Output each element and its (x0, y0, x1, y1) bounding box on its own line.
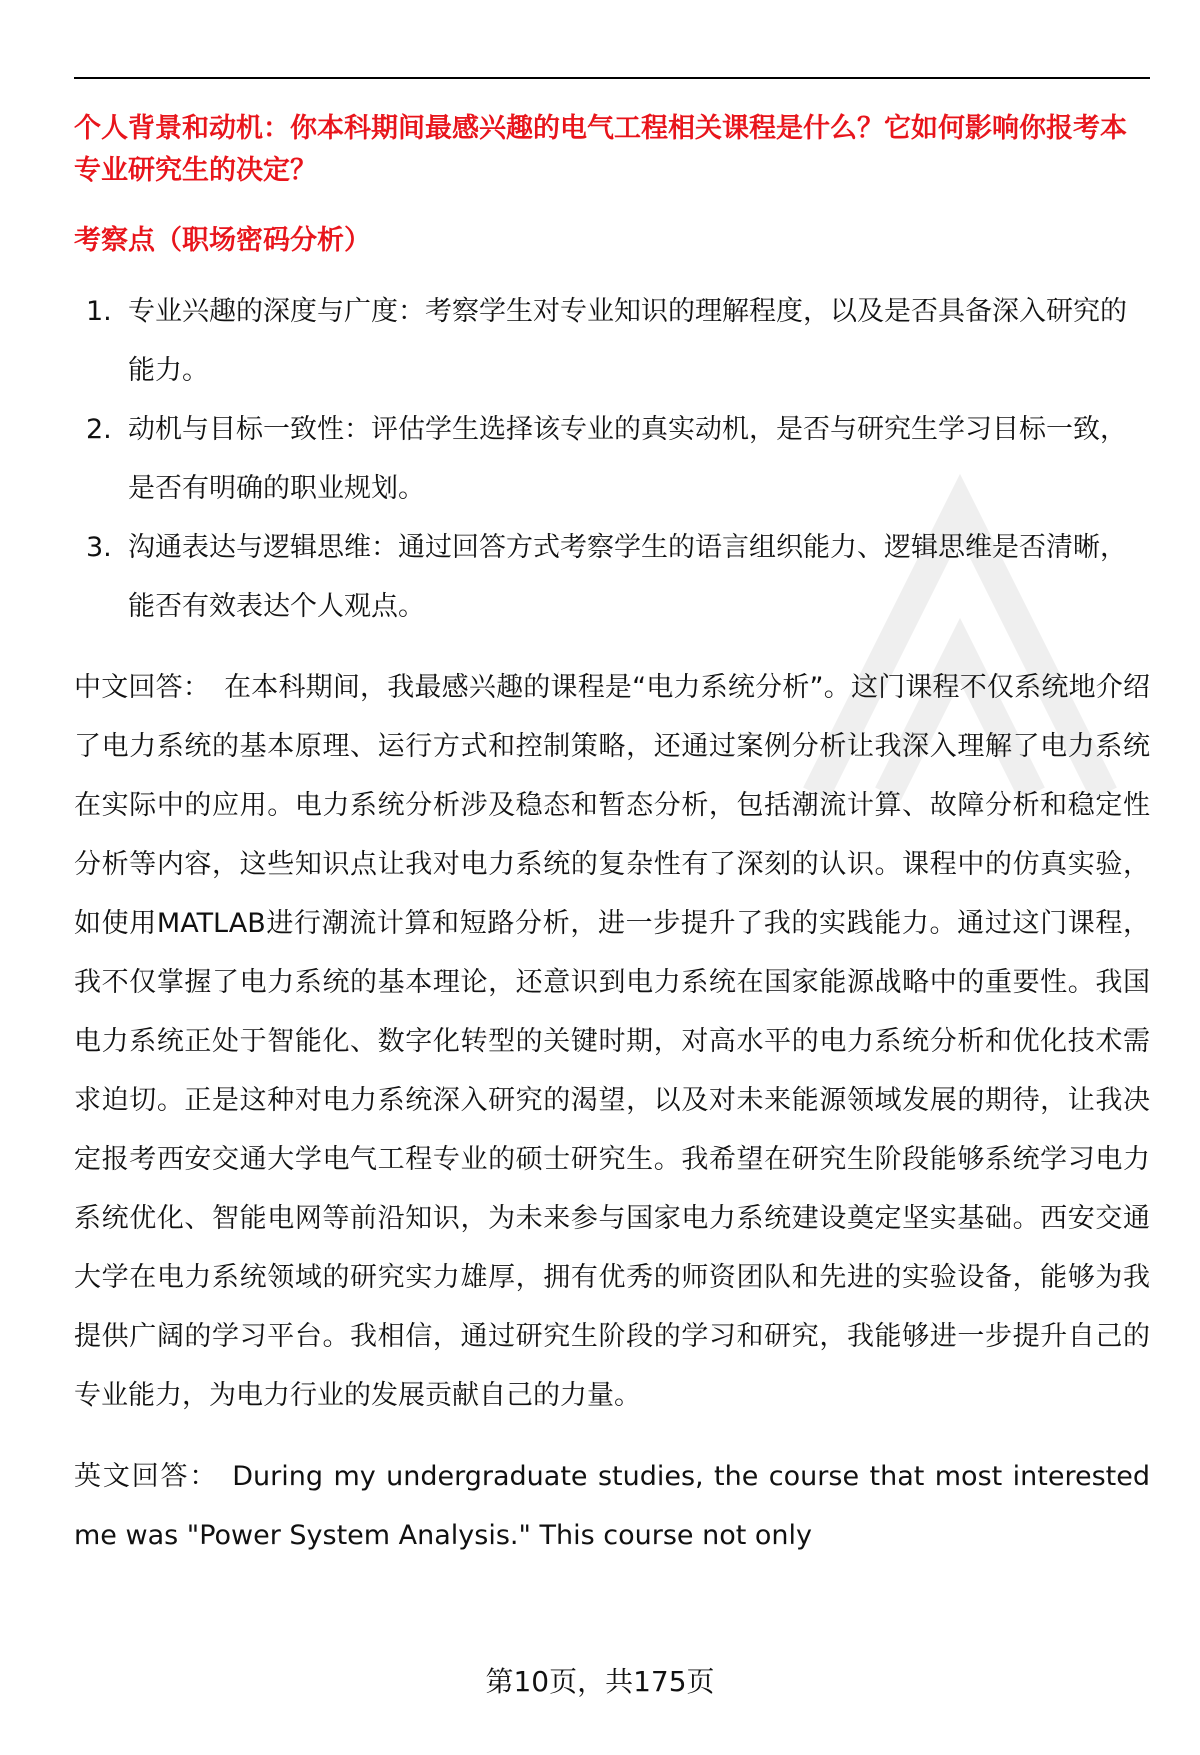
english-answer-label: 英文回答： (74, 1461, 219, 1492)
list-number: 1. (86, 296, 112, 327)
list-number: 2. (86, 414, 112, 445)
english-answer (74, 1447, 1150, 1565)
list-text: 沟通表达与逻辑思维：通过回答方式考察学生的语言组织能力、逻辑思维是否清晰，能否有效表达个人观点。 (128, 532, 1127, 622)
list-text: 动机与目标一致性：评估学生选择该专业的真实动机，是否与研究生学习目标一致，是否有明确的职业规划。 (128, 414, 1127, 504)
points-list (74, 282, 1150, 636)
points-title: 考察点（职场密码分析） (74, 225, 371, 256)
question-heading: 个人背景和动机：你本科期间最感兴趣的电气工程相关课程是什么？它如何影响你报考本专业研究生的决定？ (74, 113, 1127, 186)
chinese-answer (74, 658, 1150, 1425)
english-answer-text: During my undergraduate studies, the course that most interested me was "Power System Analysis." This course not only (74, 1461, 1150, 1551)
list-item (74, 282, 1150, 400)
list-item (74, 400, 1150, 518)
chinese-answer-text: 在本科期间，我最感兴趣的课程是“电力系统分析”。这门课程不仅系统地介绍了电力系统的基本原理、运行方式和控制策略，还通过案例分析让我深入理解了电力系统在实际中的应用。电力系统分析涉及稳态和暂态分析，包括潮流计算、故障分析和稳定性分析等内容，这些知识点让我对电力系统的复杂性有了深刻的认识。课程中的仿真实验，如使用MATLAB进行潮流计算和短路分析，进一步提升了我的实践能力。通过这门课程，我不仅掌握了电力系统的基本理论，还意识到电力系统在国家能源战略中的重要性。我国电力系统正处于智能化、数字化转型的关键时期，对高水平的电力系统分析和优化技术需求迫切。正是这种对电力系统深入研究的渴望，以及对未来能源领域发展的期待，让我决定报考西安交通大学电气工程专业的硕士研究生。我希望在研究生阶段能够系统学习电力系统优化、智能电网等前沿知识，为未来参与国家电力系统建设奠定坚实基础。西安交通大学在电力系统领域的研究实力雄厚，拥有优秀的师资团队和先进的实验设备，能够为我提供广阔的学习平台。我相信，通过研究生阶段的学习和研究，我能够进一步提升自己的专业能力，为电力行业的发展贡献自己的力量。 (74, 672, 1150, 1411)
list-item (74, 518, 1150, 636)
chinese-answer-label: 中文回答： (74, 672, 211, 703)
document-body (74, 108, 1150, 1565)
list-text: 专业兴趣的深度与广度：考察学生对专业知识的理解程度，以及是否具备深入研究的能力。 (128, 296, 1127, 386)
header-rule (74, 77, 1150, 79)
page-number: 第10页，共175页 (485, 1665, 715, 1698)
list-number: 3. (86, 532, 112, 563)
